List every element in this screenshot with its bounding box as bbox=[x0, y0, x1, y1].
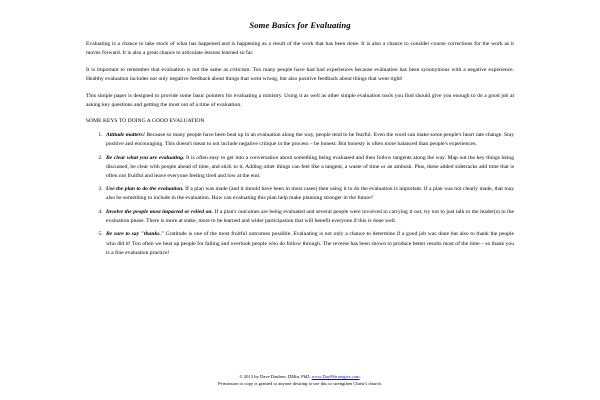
website-link[interactable]: www.Day8Strategies.com bbox=[311, 374, 360, 380]
list-item bbox=[104, 208, 514, 226]
list-item bbox=[104, 131, 514, 149]
intro-paragraph-3: This simple paper is designed to provide some basic pointers for evaluating a ministry. Using it as well as other simple evaluation tools you find should give you enough to do a good job at asking key questions and getting the most out of a time of evaluation. bbox=[86, 92, 514, 108]
footer-copyright-line bbox=[0, 374, 600, 381]
list-item-lead: Be sure to say "thanks." bbox=[106, 231, 164, 238]
list-item bbox=[104, 230, 514, 257]
list-item-text: If a plan was made (and it should have been in most cases) then using it to do the evaluation is important. If a plan was not clearly made, that may also be something to include in the evaluation. How can evaluating this plan help make planning stronger in the future? bbox=[106, 186, 514, 202]
list-item-text: Gratitude is one of the most fruitful outcomes possible. Evaluating is not only a chance to determine if a good job was done but also to thank the people who did it! Too often we beat up people for failing and overlook people who do follow through. The reverse has been shown to produce better results most of the time – so thank you is a fine evaluation practice! bbox=[106, 231, 514, 256]
list-item-text: It is often easy to get into a conversation about something being evaluated and then follow tangents along the way. Map out the key things being discussed, be clear with people ahead of time, and stick to it. Adding other things can feel like a tangent, a waste of time or an ambush. Plus, these added sidetracks add time that is often not fruitful and leave everyone feeling tired and low at the end. bbox=[106, 154, 514, 179]
footer-copyright-suffix: . bbox=[359, 374, 361, 380]
footer-copyright-prefix: © 2013 by Dave Daubert, DMin, PhD, bbox=[239, 374, 312, 380]
keys-list bbox=[86, 131, 514, 258]
intro-paragraph-1: Evaluating is a chance to take stock of what has happened and is happening as a result of the work that has been done. It is also a chance to consider course corrections for the work as it moves forward. It is also a great chance to articulate lessons learned so far. bbox=[86, 41, 514, 57]
list-item-text: Because so many people have been beat up in an evaluation along the way, people tend to be fearful. Even the word can make some people's heart rate change. Stay positive and encouraging. This doesn't mean to not include negative critique in the process – be honest. But honesty is often more balanced than people's experiences. bbox=[106, 132, 514, 148]
list-item-lead: Use the plan to do the evaluation. bbox=[106, 186, 184, 193]
list-item bbox=[104, 154, 514, 181]
list-item bbox=[104, 185, 514, 203]
page-title: Some Basics for Evaluating bbox=[249, 20, 351, 30]
footer-permission-line: Permission to copy is granted to anyone desiring to use this to strengthen Christ's church. bbox=[217, 381, 382, 387]
list-item-lead: Attitude matters! bbox=[106, 132, 146, 139]
footer bbox=[0, 374, 600, 388]
list-item-text: If a plan's outcomes are being evaluated and several people were involved in carrying it out, try not to just talk to the leader(s) in the evaluation phase. There is more at stake, more to be learned and wider participation that will benefit everyone if this is done well. bbox=[106, 208, 514, 224]
list-item-lead: Be clear what you are evaluating. bbox=[106, 154, 185, 161]
intro-paragraph-2: It is important to remember that evaluation is not the same as criticism. Too many people have had bad experiences because evaluation has been synonymous with a negative experience. Healthy evaluation includes not only negative feedback about things that went wrong, but also positive feedback about things that went right! bbox=[86, 66, 514, 82]
section-heading: SOME KEYS TO DOING A GOOD EVALUATION bbox=[86, 118, 205, 125]
list-item-lead: Involve the people most impacted or relied on. bbox=[106, 208, 213, 215]
